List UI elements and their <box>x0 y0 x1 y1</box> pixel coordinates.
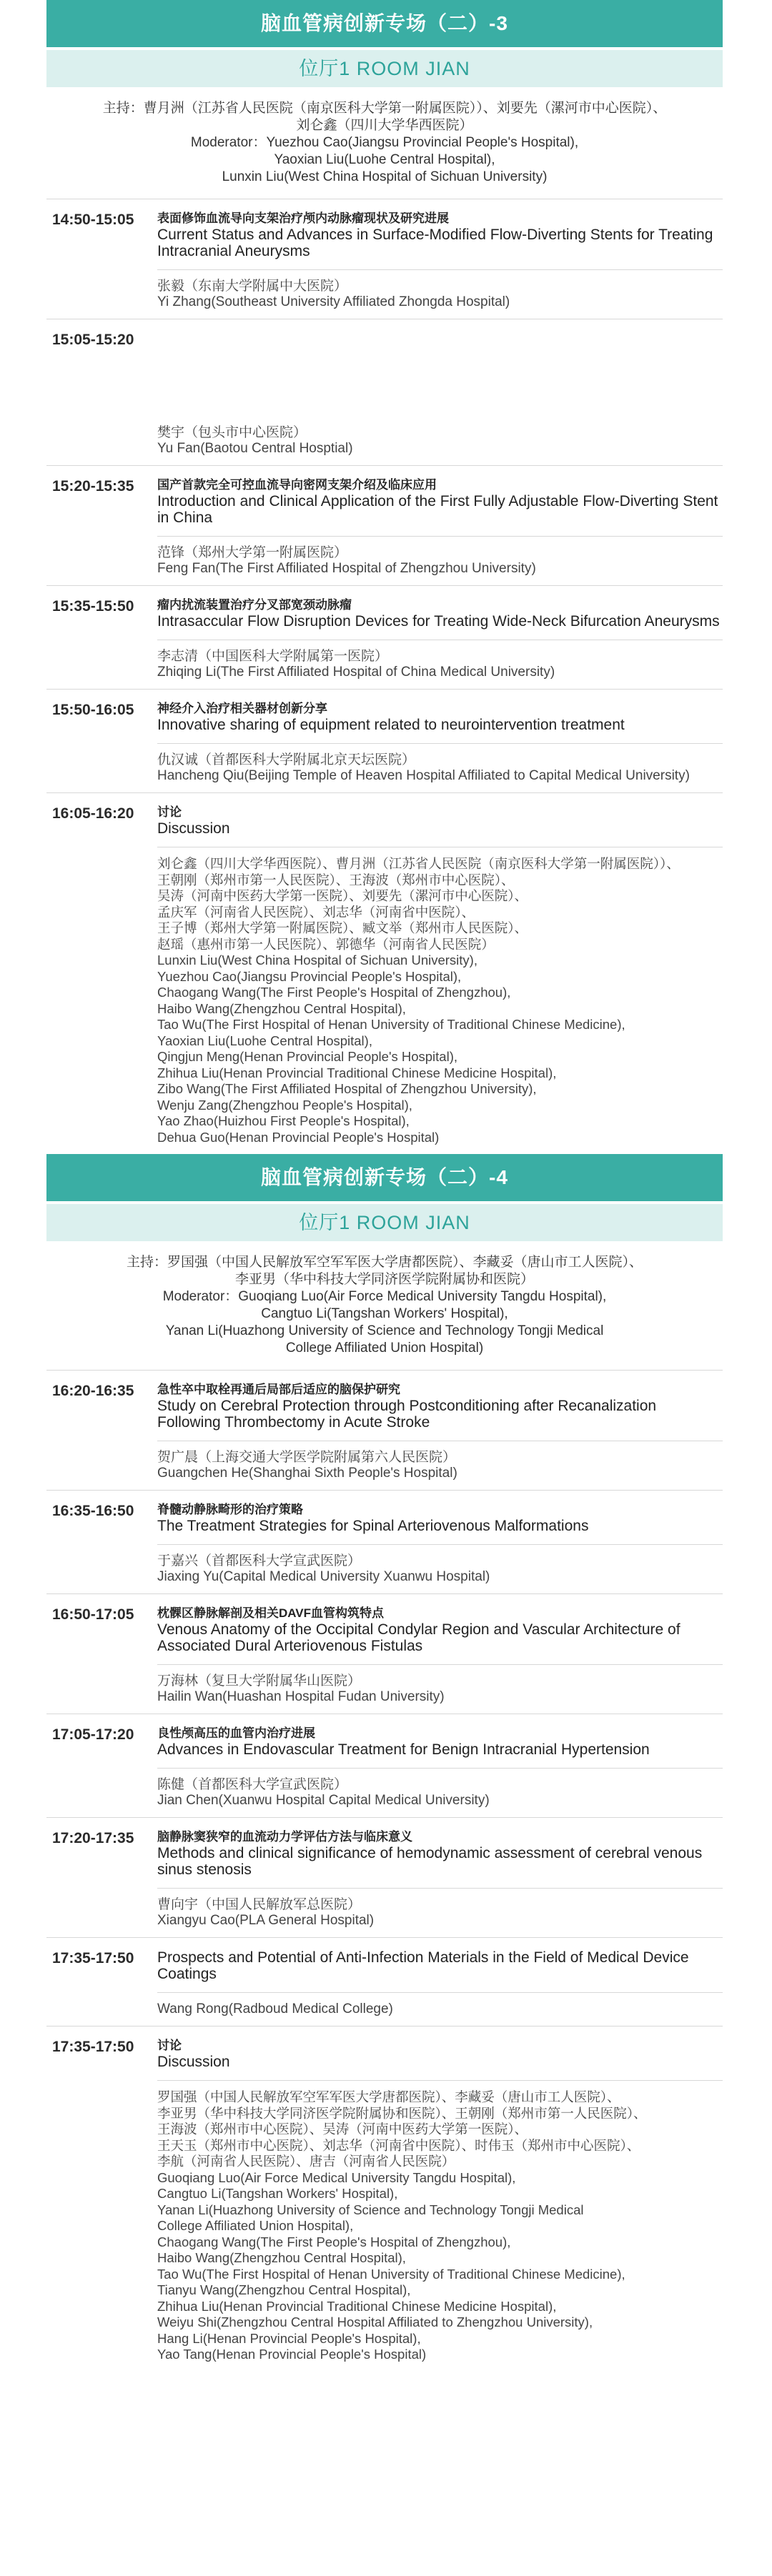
discussion-row <box>46 2026 723 2372</box>
participant-line: Weiyu Shi(Zhengzhou Central Hospital Affiliated to Zhengzhou University), <box>157 2314 593 2329</box>
speaker-en: Xiangyu Cao(PLA General Hospital) <box>157 1913 375 1928</box>
session-venue: 位厅1 ROOM JIAN <box>46 50 723 87</box>
talk-title-zh: 讨论 <box>157 805 182 819</box>
talk-title-en: Methods and clinical significance of hemodynamic assessment of cerebral venous sinus stenosis <box>157 1845 703 1878</box>
speaker-zh: 樊宇（包头市中心医院） <box>157 425 307 440</box>
talk-speaker <box>157 1768 723 1809</box>
session-moderators <box>46 87 723 199</box>
talk-row <box>46 1937 723 2026</box>
moderator-line: Yanan Li(Huazhong University of Science and Technology Tongji Medical <box>165 1323 604 1338</box>
participant-line: 李亚男（华中科技大学同济医学院附属协和医院）、王朝刚（郑州市第一人民医院）、 <box>157 2105 647 2121</box>
talk-time: 15:20-15:35 <box>52 478 134 494</box>
talk-speaker <box>157 1441 723 1481</box>
session-4 <box>46 1154 723 2372</box>
moderator-line: Lunxin Liu(West China Hospital of Sichuan University) <box>222 169 548 184</box>
talk-title-en: Innovative sharing of equipment related to neurointervention treatment <box>157 717 625 733</box>
program-content <box>46 0 723 2372</box>
talk-body <box>157 331 723 457</box>
talk-speaker <box>157 743 723 784</box>
participant-line: Yaoxian Liu(Luohe Central Hospital), <box>157 1033 372 1048</box>
talk-body <box>157 805 723 1145</box>
talk-speaker <box>157 1544 723 1585</box>
participant-line: Lunxin Liu(West China Hospital of Sichuan University), <box>157 953 477 968</box>
participant-line: 王天玉（郑州市中心医院）、刘志华（河南省中医院）、时伟玉（郑州市中心医院）、 <box>157 2137 640 2153</box>
participant-line: College Affiliated Union Hospital), <box>157 2218 354 2233</box>
speaker-zh: 李志清（中国医科大学附属第一医院） <box>157 649 389 664</box>
talk-time: 17:05-17:20 <box>52 1726 134 1743</box>
talk-title-zh: 表面修饰血流导向支架治疗颅内动脉瘤现状及研究进展 <box>157 212 449 225</box>
participant-line: 刘仑鑫（四川大学华西医院）、曹月洲（江苏省人民医院（南京医科大学第一附属医院））、 <box>157 856 680 871</box>
moderator-line: Cangtuo Li(Tangshan Workers' Hospital), <box>261 1306 508 1321</box>
speaker-zh: 张毅（东南大学附属中大医院） <box>157 279 348 294</box>
participant-line: Yao Tang(Henan Provincial People's Hospital) <box>157 2347 427 2362</box>
participant-line: Dehua Guo(Henan Provincial People's Hospital) <box>157 1129 440 1145</box>
moderator-line: Moderator：Yuezhou Cao(Jiangsu Provincial People's Hospital), <box>190 135 579 150</box>
talk-speaker <box>157 536 723 577</box>
participant-line: Yao Zhao(Huizhou First People's Hospital), <box>157 1113 410 1128</box>
participant-line: Wenju Zang(Zhengzhou People's Hospital), <box>157 1097 412 1113</box>
participant-line: Cangtuo Li(Tangshan Workers' Hospital), <box>157 2186 398 2201</box>
session-moderators <box>46 1241 723 1370</box>
moderator-line: College Affiliated Union Hospital) <box>285 1341 484 1356</box>
participant-line: 王朝刚（郑州市第一人民医院）、王海波（郑州市中心医院）、 <box>157 872 515 887</box>
participant-line: Yanan Li(Huazhong University of Science and Technology Tongji Medical <box>157 2202 584 2217</box>
participant-line: Tao Wu(The First Hospital of Henan University of Traditional Chinese Medicine), <box>157 2266 625 2282</box>
talk-time: 15:50-16:05 <box>52 702 134 718</box>
talk-title-zh: 神经介入治疗相关器材创新分享 <box>157 702 327 715</box>
talk-title-zh: 枕髁区静脉解剖及相关DAVF血管构筑特点 <box>157 1606 385 1620</box>
talk-body <box>157 211 723 310</box>
talk-speaker <box>157 1888 723 1929</box>
talk-time: 16:20-16:35 <box>52 1383 134 1399</box>
talk-body <box>157 1829 723 1929</box>
talk-body <box>157 1949 723 2017</box>
talk-row <box>46 1817 723 1937</box>
speaker-en: Hancheng Qiu(Beijing Temple of Heaven Hospital Affiliated to Capital Medical University) <box>157 768 690 783</box>
talk-title-zh: 脑静脉窦狭窄的血流动力学评估方法与临床意义 <box>157 1830 412 1844</box>
speaker-en: Guangchen He(Shanghai Sixth People's Hospital) <box>157 1466 457 1481</box>
participant-line: 王子博（郑州大学第一附属医院）、臧文举（郑州市人民医院）、 <box>157 920 528 935</box>
participant-line: Hang Li(Henan Provincial People's Hospital), <box>157 2330 421 2346</box>
talk-row <box>46 199 723 319</box>
talk-title-en: Study on Cerebral Protection through Postconditioning after Recanalization Following Thrombectomy in Acute Stroke <box>157 1398 657 1431</box>
session-title: 脑血管病创新专场（二）-3 <box>46 0 723 47</box>
talk-title-empty <box>157 331 723 417</box>
talk-time: 16:05-16:20 <box>52 805 134 822</box>
talk-speaker <box>157 269 723 310</box>
speaker-zh: 范锋（郑州大学第一附属医院） <box>157 545 348 560</box>
discussion-row <box>46 792 723 1154</box>
talk-title-en: Prospects and Potential of Anti-Infection Materials in the Field of Medical Device Coatings <box>157 1949 689 1982</box>
speaker-en: Yi Zhang(Southeast University Affiliated Zhongda Hospital) <box>157 294 510 309</box>
talk-title-zh: 国产首款完全可控血流导向密网支架介绍及临床应用 <box>157 478 437 492</box>
speaker-en: Zhiqing Li(The First Affiliated Hospital of China Medical University) <box>157 665 555 680</box>
participant-line: Chaogang Wang(The First People's Hospital of Zhengzhou), <box>157 985 511 1000</box>
speaker-en: Jian Chen(Xuanwu Hospital Capital Medical University) <box>157 1793 490 1808</box>
speaker-en: Feng Fan(The First Affiliated Hospital of Zhengzhou University) <box>157 561 536 576</box>
participant-line: 李航（河南省人民医院）、唐吉（河南省人民医院） <box>157 2154 455 2169</box>
participant-line: Zibo Wang(The First Affiliated Hospital of Zhengzhou University), <box>157 1081 537 1096</box>
speaker-zh: 贺广晨（上海交通大学医学院附属第六人民医院） <box>157 1450 457 1465</box>
talk-body <box>157 597 723 680</box>
talk-title-zh: 讨论 <box>157 2039 182 2052</box>
participant-line: Zhihua Liu(Henan Provincial Traditional Chinese Medicine Hospital), <box>157 1065 557 1080</box>
talk-time: 15:05-15:20 <box>52 332 134 348</box>
talk-time: 14:50-15:05 <box>52 212 134 228</box>
participant-line: Zhihua Liu(Henan Provincial Traditional Chinese Medicine Hospital), <box>157 2298 557 2314</box>
moderator-line: 主持：曹月洲（江苏省人民医院（南京医科大学第一附属医院））、刘要先（漯河市中心医院）、 <box>102 101 667 116</box>
session-venue: 位厅1 ROOM JIAN <box>46 1204 723 1241</box>
moderator-line: 刘仑鑫（四川大学华西医院） <box>296 118 473 133</box>
participant-line: Guoqiang Luo(Air Force Medical University Tangdu Hospital), <box>157 2169 516 2185</box>
moderator-line: 李亚男（华中科技大学同济医学院附属协和医院） <box>234 1272 534 1287</box>
talk-body <box>157 1502 723 1585</box>
speaker-en: Wang Rong(Radboud Medical College) <box>157 2001 393 2016</box>
talk-speaker <box>157 640 723 680</box>
talk-time: 17:20-17:35 <box>52 1830 134 1846</box>
participant-line: 王海波（郑州市中心医院）、吴涛（河南中医药大学第一医院）、 <box>157 2122 528 2137</box>
talk-title-zh: 瘤内扰流装置治疗分叉部宽颈动脉瘤 <box>157 598 352 612</box>
participant-line: 孟庆军（河南省人民医院）、刘志华（河南省中医院）、 <box>157 904 475 920</box>
talk-row <box>46 1490 723 1593</box>
talk-title-en: Venous Anatomy of the Occipital Condylar Region and Vascular Architecture of Associated Dural Arteriovenous Fistulas <box>157 1621 681 1654</box>
talk-time: 15:35-15:50 <box>52 598 134 615</box>
moderator-line: Yaoxian Liu(Luohe Central Hospital), <box>274 152 495 167</box>
moderator-line: 主持：罗国强（中国人民解放军空军军医大学唐都医院）、李藏妥（唐山市工人医院）、 <box>126 1255 643 1270</box>
talk-title-en: Discussion <box>157 2054 230 2070</box>
participant-line: Chaogang Wang(The First People's Hospital of Zhengzhou), <box>157 2234 511 2249</box>
talk-title-zh: 脊髓动静脉畸形的治疗策略 <box>157 1503 303 1516</box>
talk-title-en: Current Status and Advances in Surface-Modified Flow-Diverting Stents for Treating Intracranial Aneurysms <box>157 227 713 259</box>
talk-row <box>46 689 723 792</box>
participant-line: Haibo Wang(Zhengzhou Central Hospital), <box>157 1000 406 1016</box>
participant-line: Tianyu Wang(Zhengzhou Central Hospital), <box>157 2282 411 2297</box>
talk-row <box>46 1714 723 1817</box>
participant-line: Tao Wu(The First Hospital of Henan University of Traditional Chinese Medicine), <box>157 1017 625 1032</box>
speaker-zh: 陈健（首都医科大学宣武医院） <box>157 1777 348 1792</box>
talk-time: 16:35-16:50 <box>52 1503 134 1519</box>
talk-row <box>46 1593 723 1714</box>
speaker-en: Hailin Wan(Huashan Hospital Fudan University) <box>157 1689 445 1704</box>
discussion-participants <box>157 847 723 1145</box>
talk-speaker <box>157 1992 723 2017</box>
talk-body <box>157 477 723 577</box>
talk-body <box>157 2038 723 2363</box>
talk-speaker <box>157 1664 723 1705</box>
speaker-zh: 仇汉诚（首都医科大学附属北京天坛医院） <box>157 752 416 767</box>
talk-time: 16:50-17:05 <box>52 1606 134 1623</box>
talk-title-zh: 良性颅高压的血管内治疗进展 <box>157 1726 315 1740</box>
talk-time: 17:35-17:50 <box>52 1950 134 1966</box>
participant-line: 罗国强（中国人民解放军空军军医大学唐都医院）、李藏妥（唐山市工人医院）、 <box>157 2089 620 2104</box>
session-title: 脑血管病创新专场（二）-4 <box>46 1154 723 1201</box>
session-3 <box>46 0 723 1154</box>
talk-row <box>46 465 723 585</box>
speaker-en: Yu Fan(Baotou Central Hosptial) <box>157 441 353 456</box>
talk-body <box>157 1382 723 1481</box>
talk-body <box>157 1726 723 1809</box>
participant-line: 吴涛（河南中医药大学第一医院）、刘要先（漯河市中心医院）、 <box>157 888 528 903</box>
talk-body <box>157 701 723 784</box>
participant-line: Qingjun Meng(Henan Provincial People's Hospital), <box>157 1049 457 1064</box>
talk-title-zh: 急性卒中取栓再通后局部后适应的脑保护研究 <box>157 1383 400 1396</box>
speaker-zh: 曹向宇（中国人民解放军总医院） <box>157 1897 362 1912</box>
talk-body <box>157 1606 723 1705</box>
talk-title-en: Introduction and Clinical Application of the First Fully Adjustable Flow-Diverting Stent in China <box>157 493 718 526</box>
talk-title-en: Discussion <box>157 820 230 837</box>
speaker-zh: 万海林（复旦大学附属华山医院） <box>157 1674 362 1689</box>
moderator-line: Moderator：Guoqiang Luo(Air Force Medical University Tangdu Hospital), <box>162 1289 607 1304</box>
talk-title-en: Advances in Endovascular Treatment for Benign Intracranial Hypertension <box>157 1741 650 1758</box>
talk-speaker <box>157 417 723 457</box>
discussion-participants <box>157 2080 723 2363</box>
talk-row <box>46 1370 723 1490</box>
talk-row <box>46 319 723 465</box>
talk-row <box>46 585 723 689</box>
participant-line: Yuezhou Cao(Jiangsu Provincial People's Hospital), <box>157 968 462 984</box>
speaker-zh: 于嘉兴（首都医科大学宣武医院） <box>157 1553 362 1568</box>
talk-time: 17:35-17:50 <box>52 2039 134 2055</box>
talk-title-en: Intrasaccular Flow Disruption Devices for Treating Wide-Neck Bifurcation Aneurysms <box>157 613 720 630</box>
participant-line: 赵瑶（惠州市第一人民医院）、郭德华（河南省人民医院） <box>157 936 495 952</box>
talk-title-en: The Treatment Strategies for Spinal Arteriovenous Malformations <box>157 1518 589 1534</box>
participant-line: Haibo Wang(Zhengzhou Central Hospital), <box>157 2250 406 2265</box>
speaker-en: Jiaxing Yu(Capital Medical University Xuanwu Hospital) <box>157 1569 490 1584</box>
